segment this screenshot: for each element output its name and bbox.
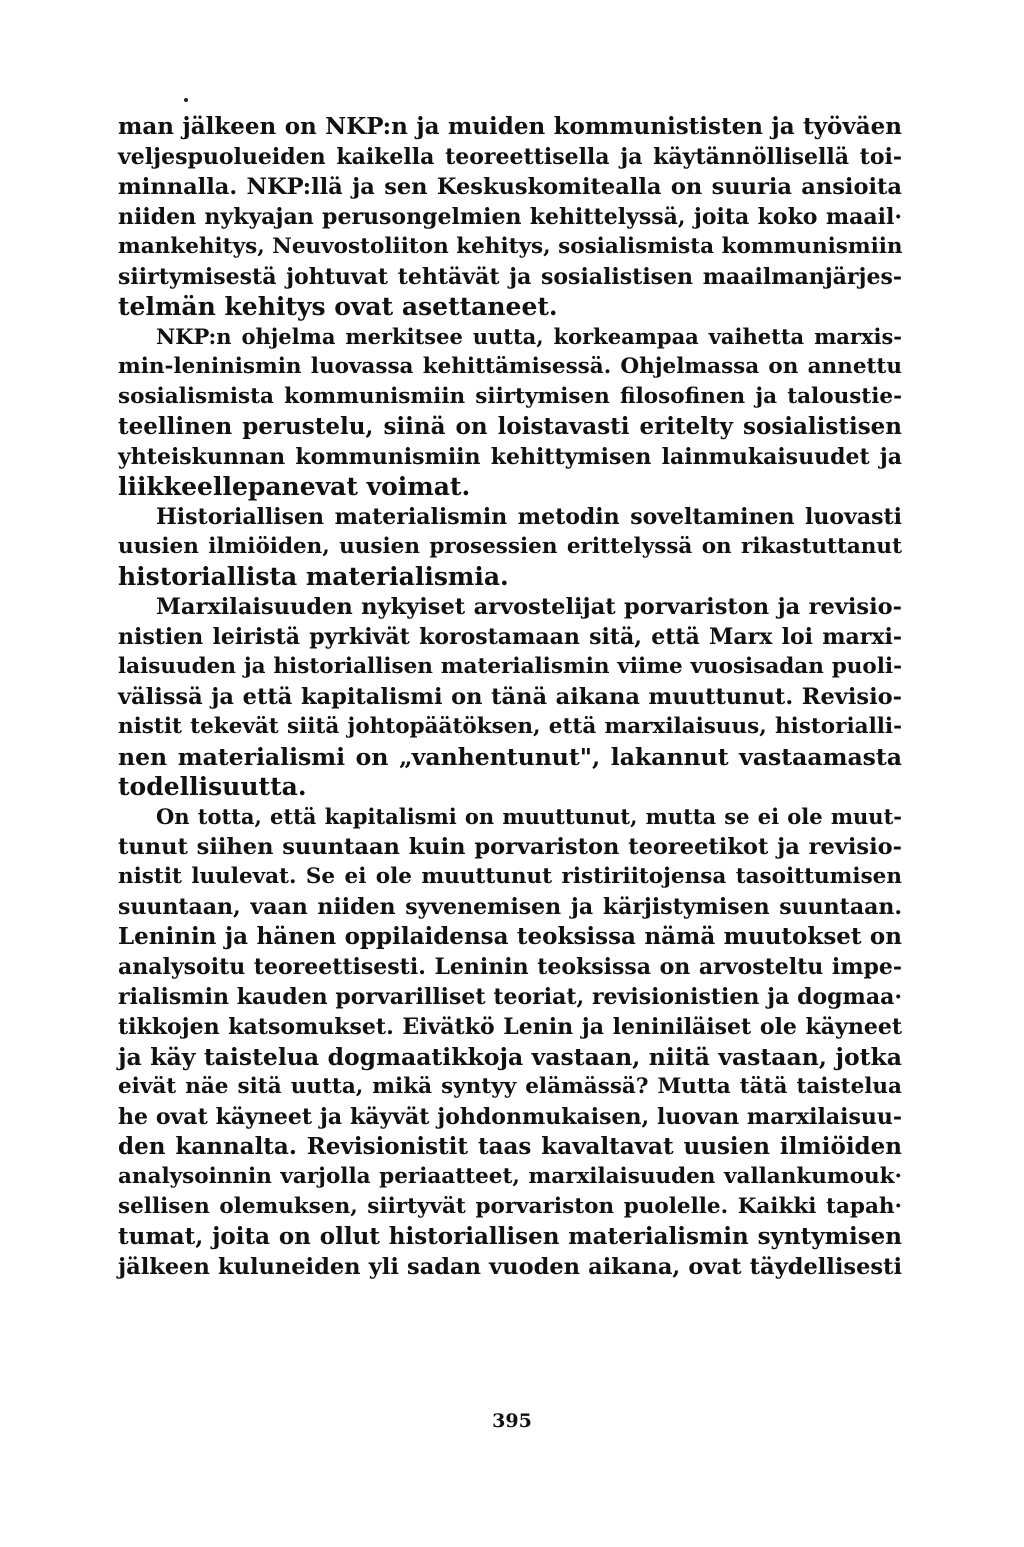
text-line: uusien ilmiöiden, uusien prosessien erittelyssä on rikastuttanut <box>118 534 902 559</box>
text-line: Historiallisen materialismin metodin soveltaminen luovasti <box>156 504 902 530</box>
text-line: välissä ja että kapitalismi on tänä aikana muuttunut. Revisio- <box>118 684 902 710</box>
text-line: jälkeen kuluneiden yli sadan vuoden aikana, ovat täydellisesti <box>118 1254 902 1280</box>
body-text <box>118 112 902 1282</box>
text-line: nistit luulevat. Se ei ole muuttunut ristiriitojensa tasoittumisen <box>118 864 902 889</box>
text-line: NKP:n ohjelma merkitsee uutta, korkeampaa vaihetta marxis- <box>156 324 902 349</box>
text-line: minnalla. NKP:llä ja sen Keskuskomitealla on suuria ansioita <box>118 174 902 200</box>
text-line: siirtymisestä johtuvat tehtävät ja sosialistisen maailmanjärjes- <box>118 264 902 290</box>
text-line: eivät näe sitä uutta, mikä syntyy elämässä? Mutta tätä taistelua <box>118 1074 902 1099</box>
text-line: Leninin ja hänen oppilaidensa teoksissa nämä muutokset on <box>118 923 902 950</box>
text-line: den kannalta. Revisionistit taas kavaltavat uusien ilmiöiden <box>118 1133 902 1160</box>
text-line: nen materialismi on „vanhentunut", lakannut vastaamasta <box>118 743 902 771</box>
text-line: todellisuutta. <box>118 772 307 801</box>
text-line: min-leninismin luovassa kehittämisessä. Ohjelmassa on annettu <box>118 354 902 379</box>
text-line: tikkojen katsomukset. Eivätkö Lenin ja leniniläiset ole käyneet <box>118 1014 902 1040</box>
text-line: sosialismista kommunismiin siirtymisen filosofinen ja taloustie- <box>118 384 902 409</box>
text-line: liikkeellepanevat voimat. <box>118 472 471 501</box>
text-line: sellisen olemuksen, siirtyvät porvariston puolelle. Kaikki tapah· <box>118 1194 902 1219</box>
text-line: veljespuolueiden kaikella teoreettisella ja käytännöllisellä toi- <box>118 144 902 170</box>
text-line: suuntaan, vaan niiden syvenemisen ja kärjistymisen suuntaan. <box>118 894 902 920</box>
text-line: yhteiskunnan kommunismiin kehittymisen lainmukaisuudet ja <box>118 444 902 470</box>
text-line: telmän kehitys ovat asettaneet. <box>118 292 558 321</box>
page-number: 395 <box>492 1410 532 1432</box>
text-line: analysoitu teoreettisesti. Leninin teoksissa on arvosteltu impe- <box>118 954 902 980</box>
text-line: On totta, että kapitalismi on muuttunut, mutta se ei ole muut- <box>156 804 902 829</box>
text-line: laisuuden ja historiallisen materialismin viime vuosisadan puoli- <box>118 654 902 679</box>
text-line: nistit tekevät siitä johtopäätöksen, että marxilaisuus, historialli- <box>118 714 902 739</box>
text-line: man jälkeen on NKP:n ja muiden kommunististen ja työväen <box>118 113 902 140</box>
text-line: historiallista materialismia. <box>118 562 509 591</box>
text-line: tumat, joita on ollut historiallisen materialismin syntymisen <box>118 1223 902 1250</box>
text-line: ja käy taistelua dogmaatikkoja vastaan, niitä vastaan, jotka <box>118 1043 902 1071</box>
text-line: rialismin kauden porvarilliset teoriat, revisionistien ja dogmaa· <box>118 984 902 1010</box>
text-line: nistien leiristä pyrkivät korostamaan sitä, että Marx loi marxi- <box>118 624 902 650</box>
text-line: Marxilaisuuden nykyiset arvostelijat porvariston ja revisio- <box>156 594 902 620</box>
text-line: analysoinnin varjolla periaatteet, marxilaisuuden vallankumouk· <box>118 1164 902 1189</box>
text-line: teellinen perustelu, siinä on loistavasti eritelty sosialistisen <box>118 413 902 440</box>
text-line: tunut siihen suuntaan kuin porvariston teoreetikot ja revisio- <box>118 834 902 860</box>
text-line: niiden nykyajan perusongelmien kehittelyssä, joita koko maail· <box>118 204 902 230</box>
text-line: he ovat käyneet ja käyvät johdonmukaisen, luovan marxilaisuu- <box>118 1104 902 1130</box>
text-line: mankehitys, Neuvostoliiton kehitys, sosialismista kommunismiin <box>118 234 903 259</box>
print-speck <box>184 98 188 102</box>
